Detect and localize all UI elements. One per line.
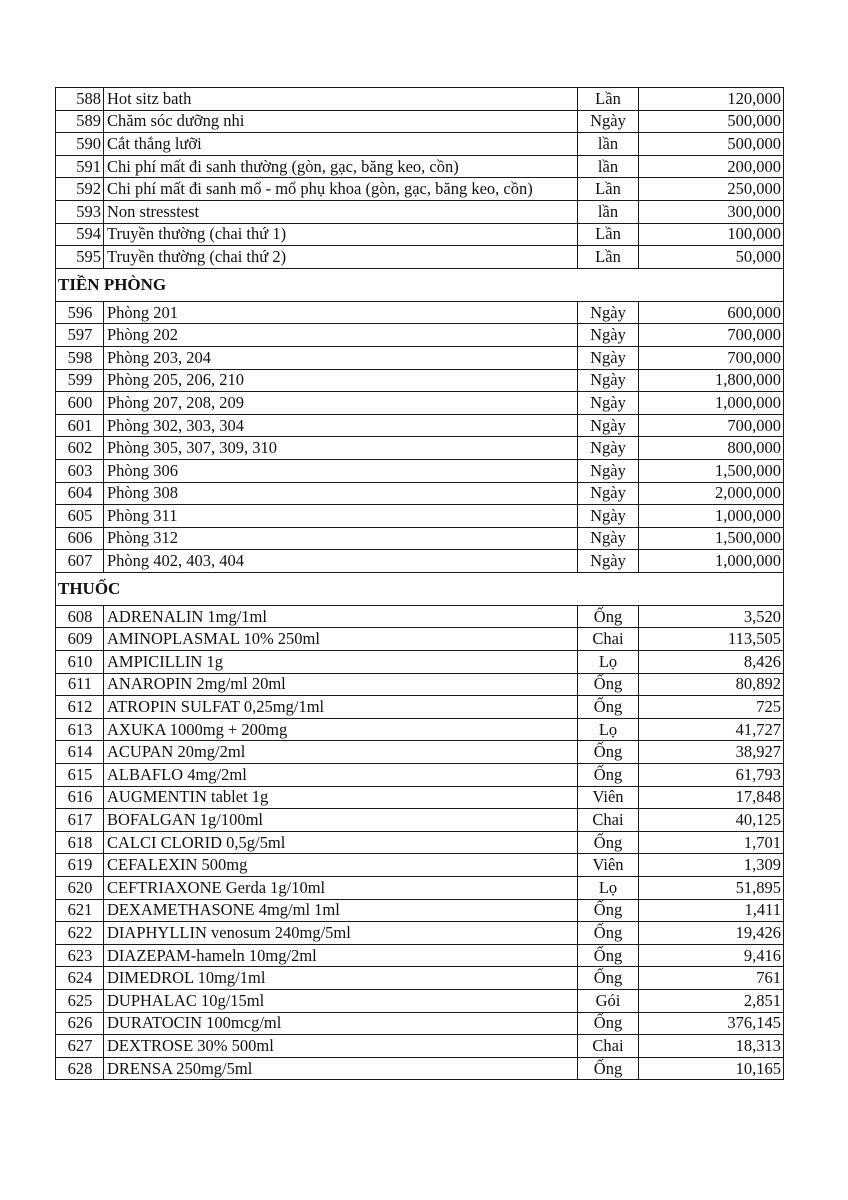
row-number-cell: 589	[56, 110, 104, 133]
price-cell: 3,520	[639, 605, 784, 628]
unit-cell: Ngày	[578, 437, 639, 460]
price-cell: 700,000	[639, 346, 784, 369]
table-row	[56, 246, 784, 269]
row-number-cell: 591	[56, 155, 104, 178]
row-number-cell: 608	[56, 605, 104, 628]
price-cell: 51,895	[639, 877, 784, 900]
table-row	[56, 673, 784, 696]
section-title: THUỐC	[56, 572, 784, 605]
unit-cell: Ngày	[578, 527, 639, 550]
row-number-cell: 611	[56, 673, 104, 696]
price-cell: 2,851	[639, 989, 784, 1012]
table-row	[56, 831, 784, 854]
table-row	[56, 178, 784, 201]
service-name-cell: DUPHALAC 10g/15ml	[104, 989, 578, 1012]
row-number-cell: 624	[56, 967, 104, 990]
price-cell: 40,125	[639, 809, 784, 832]
row-number-cell: 593	[56, 200, 104, 223]
price-cell: 300,000	[639, 200, 784, 223]
table-row	[56, 369, 784, 392]
price-cell: 2,000,000	[639, 482, 784, 505]
row-number-cell: 607	[56, 550, 104, 573]
table-row	[56, 324, 784, 347]
row-number-cell: 614	[56, 741, 104, 764]
table-row	[56, 854, 784, 877]
row-number-cell: 602	[56, 437, 104, 460]
service-name-cell: AMPICILLIN 1g	[104, 651, 578, 674]
service-name-cell: Phòng 312	[104, 527, 578, 550]
service-name-cell: Hot sitz bath	[104, 88, 578, 111]
service-name-cell: CEFALEXIN 500mg	[104, 854, 578, 877]
unit-cell: lần	[578, 200, 639, 223]
table-row	[56, 437, 784, 460]
row-number-cell: 596	[56, 301, 104, 324]
row-number-cell: 625	[56, 989, 104, 1012]
price-cell: 500,000	[639, 133, 784, 156]
row-number-cell: 619	[56, 854, 104, 877]
unit-cell: Ngày	[578, 324, 639, 347]
row-number-cell: 626	[56, 1012, 104, 1035]
service-name-cell: ADRENALIN 1mg/1ml	[104, 605, 578, 628]
row-number-cell: 594	[56, 223, 104, 246]
service-name-cell: DIMEDROL 10mg/1ml	[104, 967, 578, 990]
price-cell: 800,000	[639, 437, 784, 460]
service-name-cell: Phòng 308	[104, 482, 578, 505]
table-row	[56, 482, 784, 505]
service-name-cell: Phòng 203, 204	[104, 346, 578, 369]
table-row	[56, 989, 784, 1012]
row-number-cell: 606	[56, 527, 104, 550]
row-number-cell: 622	[56, 922, 104, 945]
table-row	[56, 133, 784, 156]
price-cell: 50,000	[639, 246, 784, 269]
service-name-cell: Non stresstest	[104, 200, 578, 223]
table-row	[56, 764, 784, 787]
section-title: TIỀN PHÒNG	[56, 268, 784, 301]
row-number-cell: 617	[56, 809, 104, 832]
unit-cell: Chai	[578, 628, 639, 651]
price-cell: 1,500,000	[639, 527, 784, 550]
row-number-cell: 588	[56, 88, 104, 111]
unit-cell: Lần	[578, 178, 639, 201]
unit-cell: Viên	[578, 786, 639, 809]
table-row	[56, 899, 784, 922]
price-cell: 250,000	[639, 178, 784, 201]
table-row	[56, 88, 784, 111]
table-row	[56, 346, 784, 369]
service-name-cell: Phòng 402, 403, 404	[104, 550, 578, 573]
row-number-cell: 616	[56, 786, 104, 809]
table-row	[56, 628, 784, 651]
unit-cell: Ngày	[578, 110, 639, 133]
service-name-cell: AUGMENTIN tablet 1g	[104, 786, 578, 809]
unit-cell: Lần	[578, 223, 639, 246]
price-cell: 61,793	[639, 764, 784, 787]
unit-cell: Ống	[578, 605, 639, 628]
table-row	[56, 1012, 784, 1035]
price-cell: 19,426	[639, 922, 784, 945]
row-number-cell: 597	[56, 324, 104, 347]
unit-cell: Ngày	[578, 505, 639, 528]
service-name-cell: AMINOPLASMAL 10% 250ml	[104, 628, 578, 651]
price-cell: 500,000	[639, 110, 784, 133]
unit-cell: Ống	[578, 673, 639, 696]
row-number-cell: 627	[56, 1035, 104, 1058]
price-list-page	[55, 87, 783, 1080]
service-name-cell: Phòng 205, 206, 210	[104, 369, 578, 392]
unit-cell: Gói	[578, 989, 639, 1012]
service-name-cell: CEFTRIAXONE Gerda 1g/10ml	[104, 877, 578, 900]
unit-cell: Ống	[578, 696, 639, 719]
row-number-cell: 603	[56, 459, 104, 482]
price-cell: 80,892	[639, 673, 784, 696]
service-name-cell: DRENSA 250mg/5ml	[104, 1057, 578, 1080]
unit-cell: Ống	[578, 764, 639, 787]
price-cell: 38,927	[639, 741, 784, 764]
price-cell: 700,000	[639, 414, 784, 437]
unit-cell: Ống	[578, 967, 639, 990]
table-row	[56, 459, 784, 482]
unit-cell: Lọ	[578, 651, 639, 674]
row-number-cell: 620	[56, 877, 104, 900]
price-cell: 725	[639, 696, 784, 719]
unit-cell: Ngày	[578, 346, 639, 369]
table-row	[56, 527, 784, 550]
table-row	[56, 922, 784, 945]
service-name-cell: Phòng 306	[104, 459, 578, 482]
price-cell: 600,000	[639, 301, 784, 324]
service-name-cell: Cắt thắng lưỡi	[104, 133, 578, 156]
table-row	[56, 223, 784, 246]
table-row	[56, 1035, 784, 1058]
row-number-cell: 599	[56, 369, 104, 392]
unit-cell: Ngày	[578, 301, 639, 324]
unit-cell: Ống	[578, 741, 639, 764]
price-cell: 9,416	[639, 944, 784, 967]
price-cell: 113,505	[639, 628, 784, 651]
table-row	[56, 877, 784, 900]
row-number-cell: 621	[56, 899, 104, 922]
unit-cell: Lọ	[578, 718, 639, 741]
unit-cell: Ngày	[578, 482, 639, 505]
service-name-cell: ACUPAN 20mg/2ml	[104, 741, 578, 764]
row-number-cell: 618	[56, 831, 104, 854]
price-cell: 17,848	[639, 786, 784, 809]
table-row	[56, 696, 784, 719]
price-cell: 120,000	[639, 88, 784, 111]
service-name-cell: Phòng 202	[104, 324, 578, 347]
price-cell: 376,145	[639, 1012, 784, 1035]
service-name-cell: DEXTROSE 30% 500ml	[104, 1035, 578, 1058]
unit-cell: Ngày	[578, 369, 639, 392]
row-number-cell: 623	[56, 944, 104, 967]
price-table	[55, 87, 784, 1080]
unit-cell: Ngày	[578, 392, 639, 415]
row-number-cell: 604	[56, 482, 104, 505]
unit-cell: Ngày	[578, 459, 639, 482]
price-cell: 1,000,000	[639, 550, 784, 573]
table-row	[56, 809, 784, 832]
price-table-body	[56, 88, 784, 1080]
row-number-cell: 592	[56, 178, 104, 201]
table-row	[56, 155, 784, 178]
row-number-cell: 605	[56, 505, 104, 528]
service-name-cell: Phòng 302, 303, 304	[104, 414, 578, 437]
service-name-cell: Phòng 305, 307, 309, 310	[104, 437, 578, 460]
price-cell: 10,165	[639, 1057, 784, 1080]
table-row	[56, 1057, 784, 1080]
unit-cell: Chai	[578, 1035, 639, 1058]
price-cell: 41,727	[639, 718, 784, 741]
table-row	[56, 392, 784, 415]
table-row	[56, 718, 784, 741]
price-cell: 1,309	[639, 854, 784, 877]
row-number-cell: 612	[56, 696, 104, 719]
unit-cell: Ống	[578, 1057, 639, 1080]
price-cell: 1,500,000	[639, 459, 784, 482]
price-cell: 18,313	[639, 1035, 784, 1058]
table-row	[56, 605, 784, 628]
service-name-cell: ALBAFLO 4mg/2ml	[104, 764, 578, 787]
service-name-cell: DURATOCIN 100mcg/ml	[104, 1012, 578, 1035]
unit-cell: Ngày	[578, 550, 639, 573]
unit-cell: lần	[578, 155, 639, 178]
section-header-row	[56, 572, 784, 605]
unit-cell: Ống	[578, 899, 639, 922]
row-number-cell: 595	[56, 246, 104, 269]
service-name-cell: AXUKA 1000mg + 200mg	[104, 718, 578, 741]
price-cell: 200,000	[639, 155, 784, 178]
section-header-row	[56, 268, 784, 301]
unit-cell: Ống	[578, 922, 639, 945]
price-cell: 761	[639, 967, 784, 990]
unit-cell: Lọ	[578, 877, 639, 900]
table-row	[56, 944, 784, 967]
unit-cell: Lần	[578, 246, 639, 269]
service-name-cell: ANAROPIN 2mg/ml 20ml	[104, 673, 578, 696]
row-number-cell: 590	[56, 133, 104, 156]
service-name-cell: DIAPHYLLIN venosum 240mg/5ml	[104, 922, 578, 945]
table-row	[56, 550, 784, 573]
row-number-cell: 609	[56, 628, 104, 651]
table-row	[56, 505, 784, 528]
price-cell: 1,800,000	[639, 369, 784, 392]
service-name-cell: Chi phí mất đi sanh mổ - mổ phụ khoa (gòn, gạc, băng keo, cồn)	[104, 178, 578, 201]
table-row	[56, 110, 784, 133]
service-name-cell: CALCI CLORID 0,5g/5ml	[104, 831, 578, 854]
service-name-cell: BOFALGAN 1g/100ml	[104, 809, 578, 832]
unit-cell: Chai	[578, 809, 639, 832]
price-cell: 1,000,000	[639, 505, 784, 528]
service-name-cell: Phòng 207, 208, 209	[104, 392, 578, 415]
table-row	[56, 967, 784, 990]
price-cell: 100,000	[639, 223, 784, 246]
price-cell: 1,411	[639, 899, 784, 922]
service-name-cell: ATROPIN SULFAT 0,25mg/1ml	[104, 696, 578, 719]
table-row	[56, 414, 784, 437]
service-name-cell: Phòng 201	[104, 301, 578, 324]
row-number-cell: 628	[56, 1057, 104, 1080]
service-name-cell: Chăm sóc dưỡng nhi	[104, 110, 578, 133]
row-number-cell: 600	[56, 392, 104, 415]
table-row	[56, 651, 784, 674]
table-row	[56, 301, 784, 324]
service-name-cell: Truyền thường (chai thứ 2)	[104, 246, 578, 269]
price-cell: 700,000	[639, 324, 784, 347]
service-name-cell: Truyền thường (chai thứ 1)	[104, 223, 578, 246]
price-cell: 1,000,000	[639, 392, 784, 415]
service-name-cell: DEXAMETHASONE 4mg/ml 1ml	[104, 899, 578, 922]
table-row	[56, 741, 784, 764]
price-cell: 1,701	[639, 831, 784, 854]
row-number-cell: 613	[56, 718, 104, 741]
service-name-cell: Phòng 311	[104, 505, 578, 528]
price-cell: 8,426	[639, 651, 784, 674]
unit-cell: Ngày	[578, 414, 639, 437]
service-name-cell: Chi phí mất đi sanh thường (gòn, gạc, băng keo, cồn)	[104, 155, 578, 178]
row-number-cell: 610	[56, 651, 104, 674]
service-name-cell: DIAZEPAM-hameln 10mg/2ml	[104, 944, 578, 967]
table-row	[56, 786, 784, 809]
row-number-cell: 598	[56, 346, 104, 369]
unit-cell: Ống	[578, 1012, 639, 1035]
row-number-cell: 601	[56, 414, 104, 437]
unit-cell: Ống	[578, 944, 639, 967]
table-row	[56, 200, 784, 223]
unit-cell: Viên	[578, 854, 639, 877]
unit-cell: lần	[578, 133, 639, 156]
unit-cell: Ống	[578, 831, 639, 854]
unit-cell: Lần	[578, 88, 639, 111]
row-number-cell: 615	[56, 764, 104, 787]
